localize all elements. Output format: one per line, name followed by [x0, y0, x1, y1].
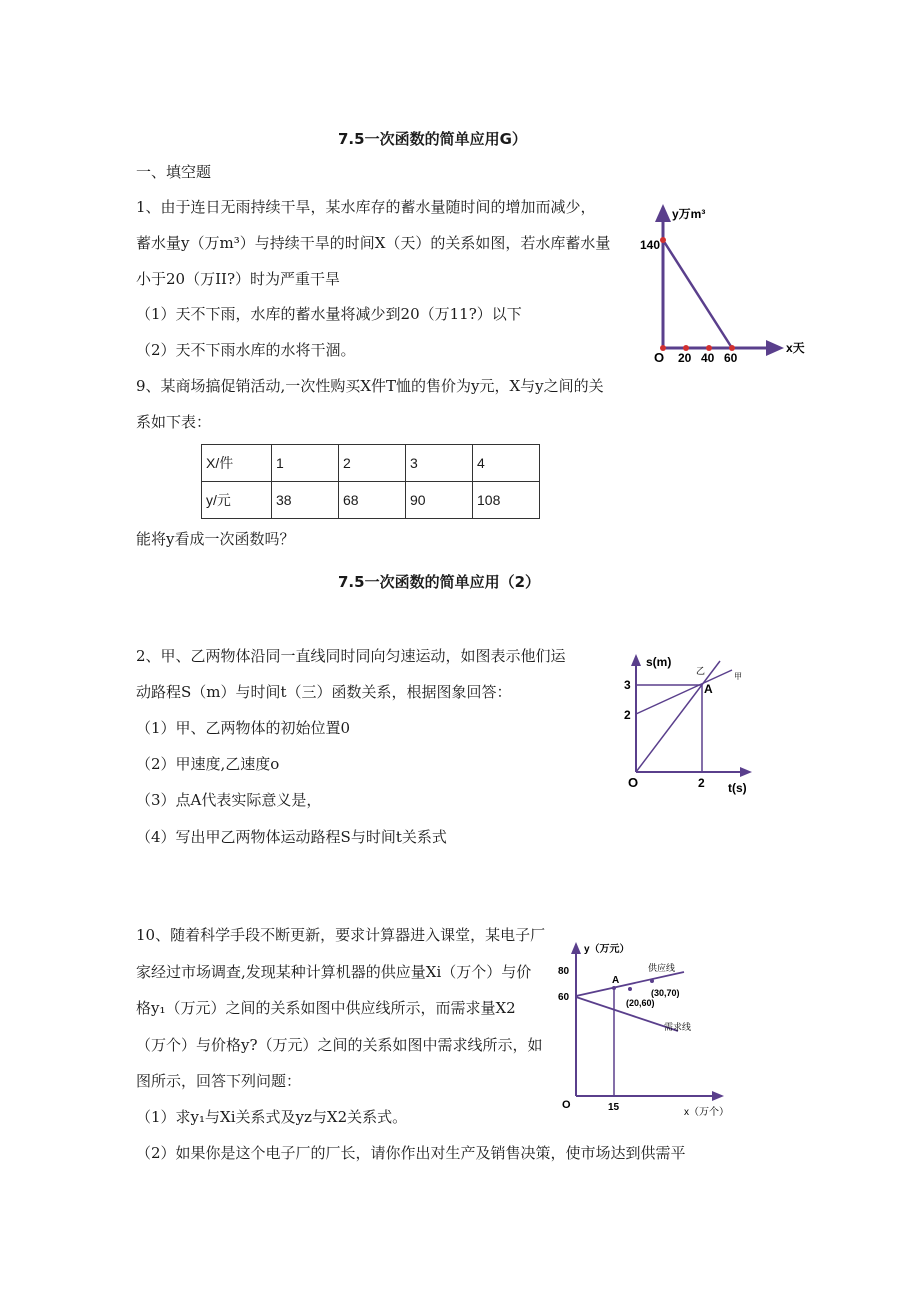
q9-line-1: 9、某商场搞促销活动,一次性购买X件T恤的售价为y元，X与y之间的关 — [136, 377, 604, 395]
table-cell: 4 — [473, 445, 540, 482]
section1-heading: 一、填空题 — [136, 163, 212, 181]
q9-question: 能将y看成一次函数吗？ — [136, 530, 295, 548]
demand-label: 需求线 — [664, 1022, 692, 1032]
q9-line-2: 系如下表： — [136, 413, 212, 431]
line-yi — [636, 661, 720, 772]
q10-line-1: 10、随着科学手段不断更新，要求计算器进入课堂，某电子厂 — [136, 926, 546, 944]
supply-point-label: (30,70) — [651, 988, 680, 998]
table-cell: 68 — [339, 482, 406, 519]
supply-label: 供应线 — [648, 963, 676, 973]
q10-line-2: 家经过市场调查,发现某种计算机器的供应量Xi（万个）与价 — [136, 963, 532, 981]
x-tick-20: 20 — [678, 351, 692, 365]
table-cell: 3 — [406, 445, 473, 482]
y-tick-2: 2 — [624, 708, 631, 722]
q2-line-3: （1）甲、乙两物体的初始位置0 — [136, 719, 351, 737]
reservoir-graph — [636, 200, 816, 372]
table-row — [202, 482, 540, 519]
x-tick-2: 2 — [698, 776, 705, 790]
y-axis-arrow — [631, 654, 641, 666]
x-tick-40: 40 — [701, 351, 715, 365]
section1-title: 7.5一次函数的简单应用G） — [338, 130, 527, 148]
point-140 — [660, 237, 666, 243]
origin-label: O — [654, 350, 665, 365]
q1-line-2: 蓄水量y（万m³）与持续干旱的时间X（天）的关系如图，若水库蓄水量 — [136, 234, 611, 252]
table-cell: 38 — [272, 482, 339, 519]
y-axis-arrow — [571, 942, 581, 954]
q2-line-5: （3）点A代表实际意义是， — [136, 791, 322, 809]
table-cell: 1 — [272, 445, 339, 482]
table-cell: 2 — [339, 445, 406, 482]
supply-demand-graph — [556, 936, 738, 1118]
point-20-60 — [628, 987, 632, 991]
y-axis-arrow — [655, 204, 671, 222]
x-axis-label: x天 — [786, 341, 805, 355]
demand-point-label: (20,60) — [626, 998, 655, 1008]
q1-line-1: 1、由于连日无雨持续干旱，某水库存的蓄水量随时间的增加而减少， — [136, 198, 596, 216]
q2-line-1: 2、甲、乙两物体沿同一直线同时同向匀速运动，如图表示他们运 — [136, 647, 566, 665]
q2-line-6: （4）写出甲乙两物体运动路程S与时间t关系式 — [136, 828, 447, 846]
q10-line-3: 格y₁（万元）之间的关系如图中供应线所示，而需求量X2 — [136, 999, 516, 1017]
x-tick-60: 60 — [724, 351, 738, 365]
origin-label: O — [562, 1099, 571, 1111]
point-a-label: A — [612, 975, 620, 986]
x-tick-15: 15 — [608, 1102, 620, 1113]
point-30-70 — [650, 979, 654, 983]
q2-line-2: 动路程S（m）与时间t（三）函数关系，根据图象回答： — [136, 683, 512, 701]
line-jia-label: 甲 — [734, 672, 742, 681]
y-tick-80: 80 — [558, 966, 570, 977]
y-tick-60: 60 — [558, 992, 570, 1003]
point-a-label: A — [704, 682, 713, 696]
x-axis-arrow — [712, 1091, 724, 1101]
q1-line-4: （1）天不下雨，水库的蓄水量将减少到20（万11?）以下 — [136, 305, 522, 323]
x-axis-label: t(s) — [728, 781, 747, 795]
point-a — [612, 986, 616, 990]
q10-line-7: （2）如果你是这个电子厂的厂长，请你作出对生产及销售决策，使市场达到供需平 — [136, 1144, 686, 1162]
table-cell: 108 — [473, 482, 540, 519]
table-row — [202, 445, 540, 482]
x-axis-arrow — [740, 767, 752, 777]
y-axis-label: s(m) — [646, 655, 672, 669]
origin-label: O — [628, 775, 639, 790]
table-cell: X/件 — [202, 445, 272, 482]
y-tick-140: 140 — [640, 238, 661, 252]
price-table — [201, 444, 540, 519]
q1-line-5: （2）天不下雨水库的水将干涸。 — [136, 341, 356, 359]
line-yi-label: 乙 — [696, 666, 706, 676]
motion-graph — [616, 648, 766, 800]
table-cell: 90 — [406, 482, 473, 519]
q2-line-4: （2）甲速度,乙速度o — [136, 755, 280, 773]
q10-line-4: （万个）与价格y?（万元）之间的关系如图中需求线所示，如 — [136, 1036, 543, 1054]
x-axis-label: x（万个） — [684, 1107, 729, 1118]
q1-line-3: 小于20（万II?）时为严重干旱 — [136, 270, 340, 288]
water-line — [663, 240, 732, 348]
y-axis-label: y万m³ — [672, 207, 706, 221]
y-tick-3: 3 — [624, 678, 631, 692]
table-cell: y/元 — [202, 482, 272, 519]
y-axis-label: y（万元） — [584, 944, 630, 955]
q10-line-5: 图所示，回答下列问题： — [136, 1072, 302, 1090]
section2-title: 7.5一次函数的简单应用（2） — [338, 573, 541, 591]
x-axis-arrow — [766, 340, 784, 356]
q10-line-6: （1）求y₁与Xi关系式及yz与X2关系式。 — [136, 1108, 408, 1126]
